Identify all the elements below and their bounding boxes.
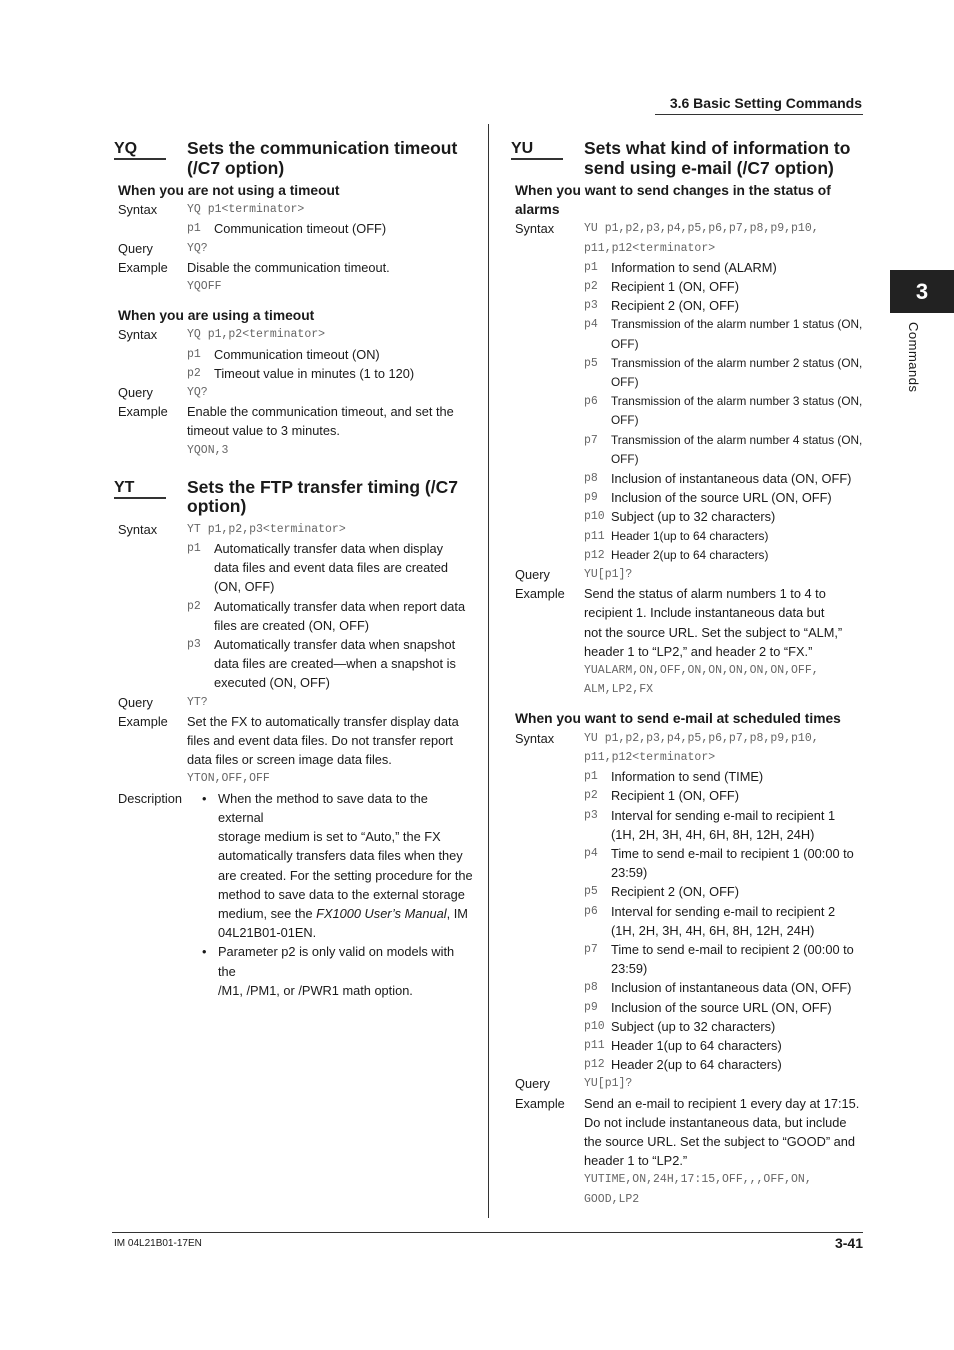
yu-code: YU xyxy=(511,140,563,160)
param-row: p6 Transmission of the alarm number 3 status (ON, OFF) xyxy=(584,394,863,428)
yq-syntax-2: Syntax YQ p1,p2<terminator> xyxy=(118,327,326,343)
yq-heading xyxy=(114,139,474,181)
yu-heading xyxy=(511,139,863,181)
yu-subheading-1: When you want to send changes in the status of alarms xyxy=(515,183,831,218)
yu-subheading-2: When you want to send e-mail at scheduled times xyxy=(515,711,841,727)
param-row: p2 Recipient 1 (ON, OFF) xyxy=(584,279,739,295)
yu-syntax-1: Syntax YU p1,p2,p3,p4,p5,p6,p7,p8,p9,p10, p11,p12<terminator> xyxy=(515,221,819,255)
param-row: p3 Interval for sending e-mail to recipient 1 (1H, 2H, 3H, 4H, 6H, 8H, 12H, 24H) xyxy=(584,807,836,842)
right-column: YU Sets what kind of information to send using e-mail (/C7 option) When you want to send changes in the status of alarms Syntax YU p1,p2,p3,p4,p5,p6,p7,p8,p9,p10, p11,p12<terminator> p1 Information to send (ALARM) p2 Recipient 1 (ON, OFF) p3 Recipient 2 (ON, OFF) p4 Transmission of the alarm number 1 status (ON, OFF) p5 Transmission of the alarm number 2 status (ON, OFF) p6 Transmission of the alarm number 3 status (ON, OFF) p7 Transmission of the alarm number 4 status (ON, OFF) p8 Inclusion of instantaneous data (ON, OFF) p9 Inclusion of the source URL (ON, OFF) p10 Subject (up to 32 characters) p11 Header 1(up to 64 characters) p12 Header 2(up to 64 characters) Query YU[p1]? Example Send the status of alarm numbers 1 to 4 to recipient 1. Include instantaneous data but not the source URL. Set the subject to “ALM,” header 1 to “LP2,” and header 2 to “FX.” YUALARM,ON,OFF,ON,ON,ON,ON,ON,OFF, ALM,LP2,FX When you want to send e-mail at scheduled times Syntax YU p1,p2,p3,p4,p5,p6,p7,p8,p9,p10, p11,p12<terminator> p1 Information to send (TIME) p2 Recipient 1 (ON, OFF) p3 Interval for sending e-mail to recipient 1 (1H, 2H, 3H, 4H, 6H, 8H, 12H, 24H) p4 Time to send e-mail to recipient 1 (00:00 to 23:59) p5 Recipient 2 (ON, OFF) p6 Interval for sending e-mail to recipient 2 (1H, 2H, 3H, 4H, 6H, 8H, 12H, 24H) p7 Time to send e-mail to recipient 2 (00:00 to 23:59) p8 Inclusion of instantaneous data (ON, OFF) p9 Inclusion of the source URL (ON, OFF) p10 Subject (up to 32 characters) p11 Header 1(up to 64 characters) p12 Header 2(up to 64 characters) Query YU[p1]? Example Send an e-mail to recipient 1 every day at 17:15. Do not include instantaneous data, but include the source URL. Set the subject to “GOOD” and header 1 to “LP2.” YUTIME,ON,24H,17:15,OFF,,,OFF,ON, GOOD,LP2 xyxy=(511,138,863,1206)
header-rule xyxy=(655,114,863,115)
footer-rule xyxy=(112,1232,863,1233)
yt-query: Query YT? xyxy=(118,694,208,710)
param-row: p11 Header 1(up to 64 characters) xyxy=(584,528,769,543)
param-row: p12 Header 2(up to 64 characters) xyxy=(584,1057,782,1073)
yu-alarm-params xyxy=(511,258,863,565)
yq-query-2: Query YQ? xyxy=(118,385,208,401)
yt-description: Description • When the method to save data to the external storage medium is set to “Auto,” the FX automatically transfers data files when they are created. For the setting procedure for the method to save data to the external storage medium, see the FX1000 User’s Manual, IM 04L21B01-01EN. • Parameter p2 is only valid on models with the /M1, /PM1, or /PWR1 math option. xyxy=(118,790,473,998)
param-row: p1 Information to send (TIME) xyxy=(584,769,764,785)
yu-query-2: Query YU[p1]? xyxy=(515,1076,633,1092)
yq-example-2: Example Enable the communication timeout, and set the timeout value to 3 minutes. xyxy=(118,404,454,439)
yq-example-1: Example Disable the communication timeout. xyxy=(118,259,390,275)
param-row: p8 Inclusion of instantaneous data (ON, OFF) xyxy=(584,471,852,487)
chapter-tab-label: Commands xyxy=(906,322,921,393)
left-column: YQ Sets the communication timeout (/C7 option) When you are not using a timeout Syntax YQ p1<terminator> p1 Communication timeout (OFF) Query YQ? Example Disable the communication timeout. YQOFF When you are using a timeout Syntax YQ p1,p2<terminator> p1 Communication timeout (ON) p2 Timeout value in minutes (1 to 120) Query YQ? Example Enable the communication timeout, and set the timeout value to 3 minutes. YQON,3 YT Sets the FTP transfer timing (/C7 option) Syntax YT p1,p2,p3<terminator> p1 Automatically transfer data when display data files and event data files are created (ON, OFF) p2 Automatically transfer data when report data files are created (ON, OFF) p3 Automatically transfer data when snapshot data files are created—when a snapshot is executed (ON, OFF) Query YT? Example Set the FX to automatically transfer display data files and event data files. Do not transfer report data files or screen image data files. YTON,OFF,OFF Description • When the method to save data to the external storage medium is set to “Auto,” the FX automatically transfers data files when they are created. For the setting procedure for the method to save data to the external storage medium, see the FX1000 User’s Manual, IM 04L21B01-01EN. • Parameter p2 is only valid on models with the /M1, /PM1, or /PWR1 math option. xyxy=(114,139,474,1000)
column-divider xyxy=(488,124,489,1218)
yu-title: Sets what kind of information to send using e-mail (/C7 option) xyxy=(584,138,851,178)
param-row: p4 Time to send e-mail to recipient 1 (00:00 to 23:59) xyxy=(584,845,854,881)
param-row: p5 Recipient 2 (ON, OFF) xyxy=(584,884,739,900)
yt-heading xyxy=(114,478,474,520)
param-row: p1 Information to send (ALARM) xyxy=(584,259,777,275)
param-row: p2 Recipient 1 (ON, OFF) xyxy=(584,788,739,804)
yu-example-2: Example Send an e-mail to recipient 1 every day at 17:15. Do not include instantaneous data, but include the source URL. Set the subject to “GOOD” and header 1 to “LP2.” xyxy=(515,1095,860,1169)
param-row: p7 Time to send e-mail to recipient 2 (00:00 to 23:59) xyxy=(584,941,854,977)
yq-subheading-1: When you are not using a timeout xyxy=(118,183,340,198)
yq-code: YQ xyxy=(114,140,166,160)
yq-syntax-1: Syntax YQ p1<terminator> xyxy=(118,202,305,218)
yt-code: YT xyxy=(114,479,166,499)
param-row: p10 Subject (up to 32 characters) xyxy=(584,1018,776,1034)
yu-time-params xyxy=(511,767,863,1074)
section-header: 3.6 Basic Setting Commands xyxy=(669,95,862,111)
yu-query-1: Query YU[p1]? xyxy=(515,567,633,583)
yt-title: Sets the FTP transfer timing (/C7 option) xyxy=(187,476,458,517)
param-row: p4 Transmission of the alarm number 1 status (ON, OFF) xyxy=(584,317,863,351)
chapter-tab: 3 xyxy=(890,270,954,313)
page-number: 3-41 xyxy=(834,1235,863,1251)
yt-syntax: Syntax YT p1,p2,p3<terminator> xyxy=(118,521,346,537)
param-row: p8 Inclusion of instantaneous data (ON, OFF) xyxy=(584,980,852,996)
yq-title: Sets the communication timeout (/C7 option) xyxy=(187,138,458,178)
param-row: p7 Transmission of the alarm number 4 status (ON, OFF) xyxy=(584,432,863,466)
param-row: p12 Header 2(up to 64 characters) xyxy=(584,547,769,562)
param-row: p9 Inclusion of the source URL (ON, OFF) xyxy=(584,999,832,1015)
yu-example-1: Example Send the status of alarm numbers 1 to 4 to recipient 1. Include instantaneous data but not the source URL. Set the subject to “ALM,” header 1 to “LP2,” and header 2 to “FX.” xyxy=(515,586,843,659)
yu-syntax-2: Syntax YU p1,p2,p3,p4,p5,p6,p7,p8,p9,p10, p11,p12<terminator> xyxy=(515,730,819,764)
yq-query-1: Query YQ? xyxy=(118,240,208,256)
manual-number: IM 04L21B01-17EN xyxy=(114,1238,202,1249)
param-row: p6 Interval for sending e-mail to recipient 2 (1H, 2H, 3H, 4H, 6H, 8H, 12H, 24H) xyxy=(584,903,836,938)
yt-example: Example Set the FX to automatically transfer display data files and event data files. Do not transfer report data files or screen image data files. xyxy=(118,713,459,768)
yq-subheading-2: When you are using a timeout xyxy=(118,308,315,324)
param-row: p3 Recipient 2 (ON, OFF) xyxy=(584,298,739,314)
param-row: p10 Subject (up to 32 characters) xyxy=(584,509,776,525)
param-row: p11 Header 1(up to 64 characters) xyxy=(584,1037,782,1053)
param-row: p9 Inclusion of the source URL (ON, OFF) xyxy=(584,490,832,506)
param-row: p5 Transmission of the alarm number 2 status (ON, OFF) xyxy=(584,355,863,390)
